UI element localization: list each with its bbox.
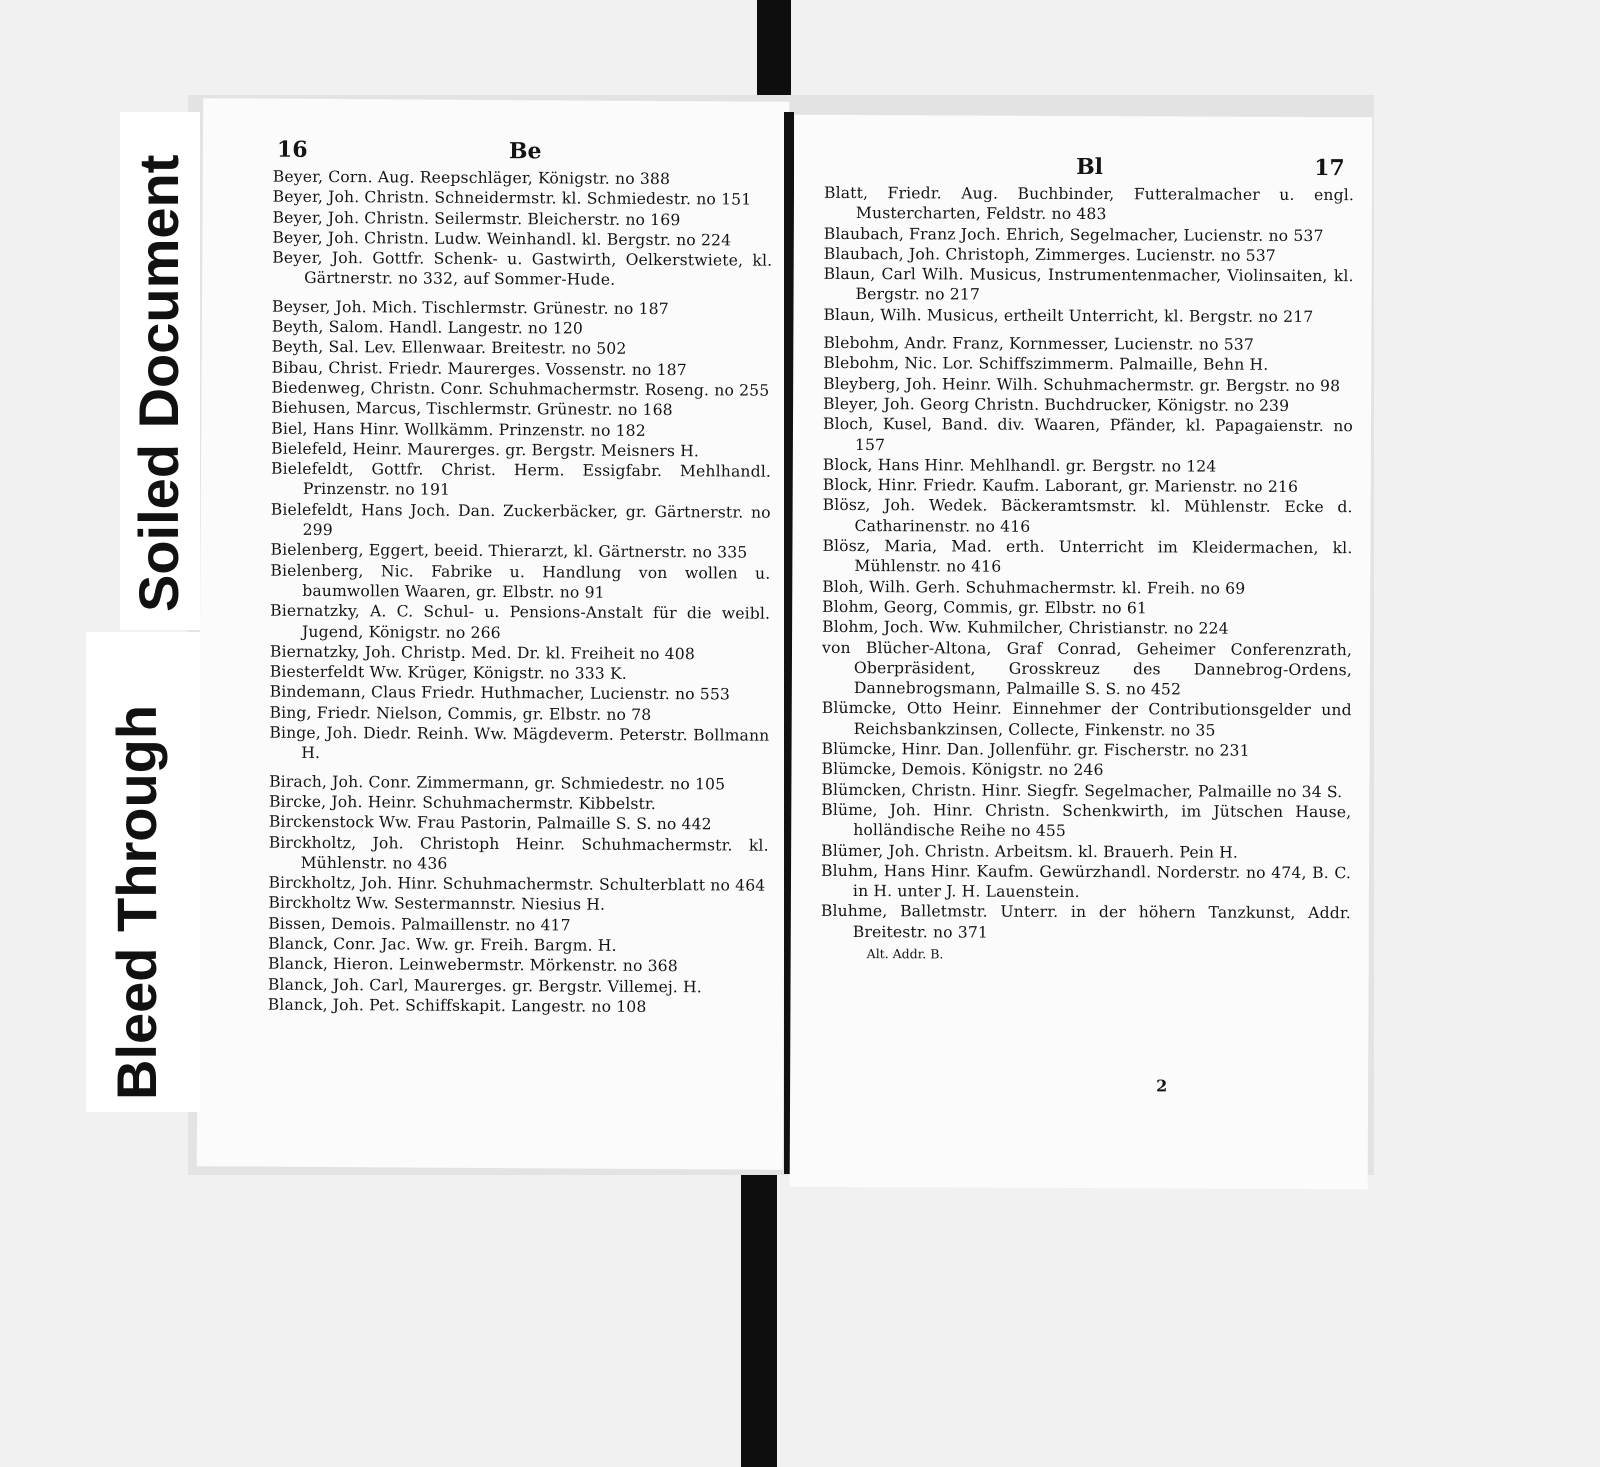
directory-entry: Beyer, Joh. Christn. Seilermstr. Bleicherstr. no 169 [272,208,681,229]
directory-entry: Beyer, Joh. Gottfr. Schenk- u. Gastwirth, Oelkerstwiete, kl. Gärtnerstr. no 332, auf Sommer-Hude. [272,248,773,290]
directory-entry: Blohm, Georg, Commis, gr. Elbstr. no 61 [822,597,1148,618]
directory-entry: Blümcken, Christn. Hinr. Siegfr. Segelmacher, Palmaille no 34 S. [821,780,1343,801]
directory-entry: Blanck, Joh. Carl, Maurerges. gr. Bergstr. Villemej. H. [267,975,702,996]
binding-spine-top [757,0,791,98]
label-text: Bleed Through [105,704,168,1100]
directory-entry: Binge, Joh. Diedr. Reinh. Ww. Mägdeverm. Peterstr. Bollmann H. [269,723,770,763]
running-head: Bl [1076,153,1104,181]
footer-note: Alt. Addr. B. [866,946,944,962]
directory-entry: Bielefeldt, Gottfr. Christ. Herm. Essigfabr. Mehlhandl. Prinzenstr. no 191 [270,459,772,500]
directory-entry: Blümcke, Demois. Königstr. no 246 [821,760,1104,780]
page-number: 16 [276,136,308,163]
directory-entry: Bloch, Kusel, Band. div. Waaren, Pfänder, kl. Papagaienstr. no 157 [822,415,1354,454]
directory-entries [821,183,1354,963]
directory-entry: Bielefeld, Heinr. Maurerges. gr. Bergstr. Meisners H. [271,439,700,461]
directory-entry: Beyer, Joh. Christn. Schneidermstr. kl. Schmiedestr. no 151 [272,187,752,209]
directory-entry: Biehusen, Marcus, Tischlermstr. Grünestr. no 168 [271,398,673,420]
directory-entry: Blebohm, Andr. Franz, Kornmesser, Lucienstr. no 537 [823,333,1254,354]
directory-entries [268,167,773,1018]
directory-entry: Blümcke, Otto Heinr. Einnehmer der Contributionsgelder und Reichsbankzinsen, Collecte, Finkenstr. no 35 [821,699,1352,740]
directory-entry: Bissen, Demois. Palmaillenstr. no 417 [268,914,571,935]
directory-entry: Blatt, Friedr. Aug. Buchbinder, Futteralmacher u. engl. Mustercharten, Feldstr. no 483 [823,183,1355,224]
directory-entry: Bleyberg, Joh. Heinr. Wilh. Schuhmachermstr. gr. Bergstr. no 98 [823,374,1341,395]
directory-entry: Birckholtz, Joh. Hinr. Schuhmachermstr. Schulterblatt no 464 [268,873,766,895]
directory-entry: Bircke, Joh. Heinr. Schuhmachermstr. Kibbelstr. [268,792,656,813]
directory-entry: Bloh, Wilh. Gerh. Schuhmachermstr. kl. Freih. no 69 [822,577,1246,598]
soiled-document-label [120,112,200,630]
directory-entry: Blanck, Conr. Jac. Ww. gr. Freih. Bargm. H. [268,934,617,955]
binding-spine-bottom [741,1175,777,1467]
directory-entry: Birckenstock Ww. Frau Pastorin, Palmaille S. S. no 442 [268,812,712,834]
left-page [197,98,790,1170]
directory-entry: Bing, Friedr. Nielson, Commis, gr. Elbstr. no 78 [269,703,652,724]
directory-entry: Blösz, Maria, Mad. erth. Unterricht im Kleidermachen, kl. Mühlenstr. no 416 [822,536,1353,576]
directory-entry: Beyth, Salom. Handl. Langestr. no 120 [271,317,584,338]
running-head: Be [508,138,542,165]
signature-mark: 2 [1156,1076,1168,1096]
directory-entry: Bleyer, Joh. Georg Christn. Buchdrucker, Königstr. no 239 [823,394,1290,415]
directory-entry: Beyth, Sal. Lev. Ellenwaar. Breitestr. no 502 [271,338,627,359]
directory-entry: Bindemann, Claus Friedr. Huthmacher, Lucienstr. no 553 [269,683,731,704]
right-page [790,115,1373,1190]
directory-entry: Beyer, Joh. Christn. Ludw. Weinhandl. kl. Bergstr. no 224 [272,228,732,250]
directory-entry: Bielenberg, Nic. Fabrike u. Handlung von wollen u. baumwollen Waaren, gr. Elbstr. no 91 [270,561,771,602]
directory-entry: Blanck, Joh. Pet. Schiffskapit. Langestr. no 108 [267,995,647,1016]
directory-entry: Biel, Hans Hinr. Wollkämm. Prinzenstr. no 182 [271,419,646,440]
directory-entry: Blaubach, Joh. Christoph, Zimmerges. Lucienstr. no 537 [823,244,1276,265]
directory-entry: Blaun, Wilh. Musicus, ertheilt Unterricht, kl. Bergstr. no 217 [823,305,1314,326]
directory-entry: Birckholtz, Joh. Christoph Heinr. Schuhmachermstr. kl. Mühlenstr. no 436 [268,833,769,873]
bleed-through-label [86,632,200,1112]
directory-entry: Blaun, Carl Wilh. Musicus, Instrumentenmacher, Violinsaiten, kl. Bergstr. no 217 [823,265,1354,305]
directory-entry: Block, Hans Hinr. Mehlhandl. gr. Bergstr. no 124 [822,455,1217,476]
directory-entry: Beyser, Joh. Mich. Tischlermstr. Grünestr. no 187 [271,297,669,318]
directory-entry: Biernatzky, Joh. Christp. Med. Dr. kl. Freiheit no 408 [269,642,695,664]
directory-entry: Birach, Joh. Conr. Zimmermann, gr. Schmiedestr. no 105 [269,772,726,794]
page-number: 17 [1314,155,1345,182]
directory-entry: Biernatzky, A. C. Schul- u. Pensions-Anstalt für die weibl. Jugend, Königstr. no 266 [270,601,771,642]
directory-entry: Blanck, Hieron. Leinwebermstr. Mörkenstr. no 368 [267,954,678,976]
directory-entry: Blohm, Joch. Ww. Kuhmilcher, Christianstr. no 224 [822,618,1229,638]
directory-entry: Blüme, Joh. Hinr. Christn. Schenkwirth, im Jütschen Hause, holländische Reihe no 455 [821,800,1352,841]
directory-entry: Biesterfeldt Ww. Krüger, Königstr. no 333 K. [269,662,627,683]
directory-entry: Bibau, Christ. Friedr. Maurerges. Vossenstr. no 187 [271,358,687,379]
directory-entry: Blebohm, Nic. Lor. Schiffszimmerm. Palmaille, Behn H. [823,354,1269,375]
directory-entry: Biedenweg, Christn. Conr. Schuhmachermstr. Roseng. no 255 [271,378,770,400]
directory-entry: Blaubach, Franz Joch. Ehrich, Segelmacher, Lucienstr. no 537 [823,224,1324,245]
directory-entry: Bielenberg, Eggert, beeid. Thierarzt, kl. Gärtnerstr. no 335 [270,540,748,562]
directory-entry: Bluhme, Balletmstr. Unterr. in der höhern Tanzkunst, Addr. Breitestr. no 371 [820,902,1351,942]
directory-entry: Birckholtz Ww. Sestermannstr. Niesius H. [268,894,606,915]
directory-entry: Blümer, Joh. Christn. Arbeitsm. kl. Brauerh. Pein H. [821,841,1239,862]
directory-entry: Bluhm, Hans Hinr. Kaufm. Gewürzhandl. Norderstr. no 474, B. C. in H. unter J. H. Lauenstein. [821,861,1352,902]
directory-entry: Blösz, Joh. Wedek. Bäckeramtsmstr. kl. Mühlenstr. Ecke d. Catharinenstr. no 416 [822,496,1353,536]
directory-entry: Block, Hinr. Friedr. Kaufm. Laborant, gr. Marienstr. no 216 [822,476,1299,497]
directory-entry: Bielefeldt, Hans Joch. Dan. Zuckerbäcker, gr. Gärtnerstr. no 299 [270,500,771,540]
directory-entry: von Blücher-Altona, Graf Conrad, Geheimer Conferenzrath, Oberpräsident, Grosskreuz des Dannebrog-Ordens, Dannebrogsmann, Palmaille S. S. no 452 [821,638,1353,699]
directory-entry: Beyer, Corn. Aug. Reepschläger, Königstr. no 388 [272,167,671,189]
directory-entry: Blümcke, Hinr. Dan. Jollenführ. gr. Fischerstr. no 231 [821,739,1250,760]
label-text: Soiled Document [127,154,190,612]
